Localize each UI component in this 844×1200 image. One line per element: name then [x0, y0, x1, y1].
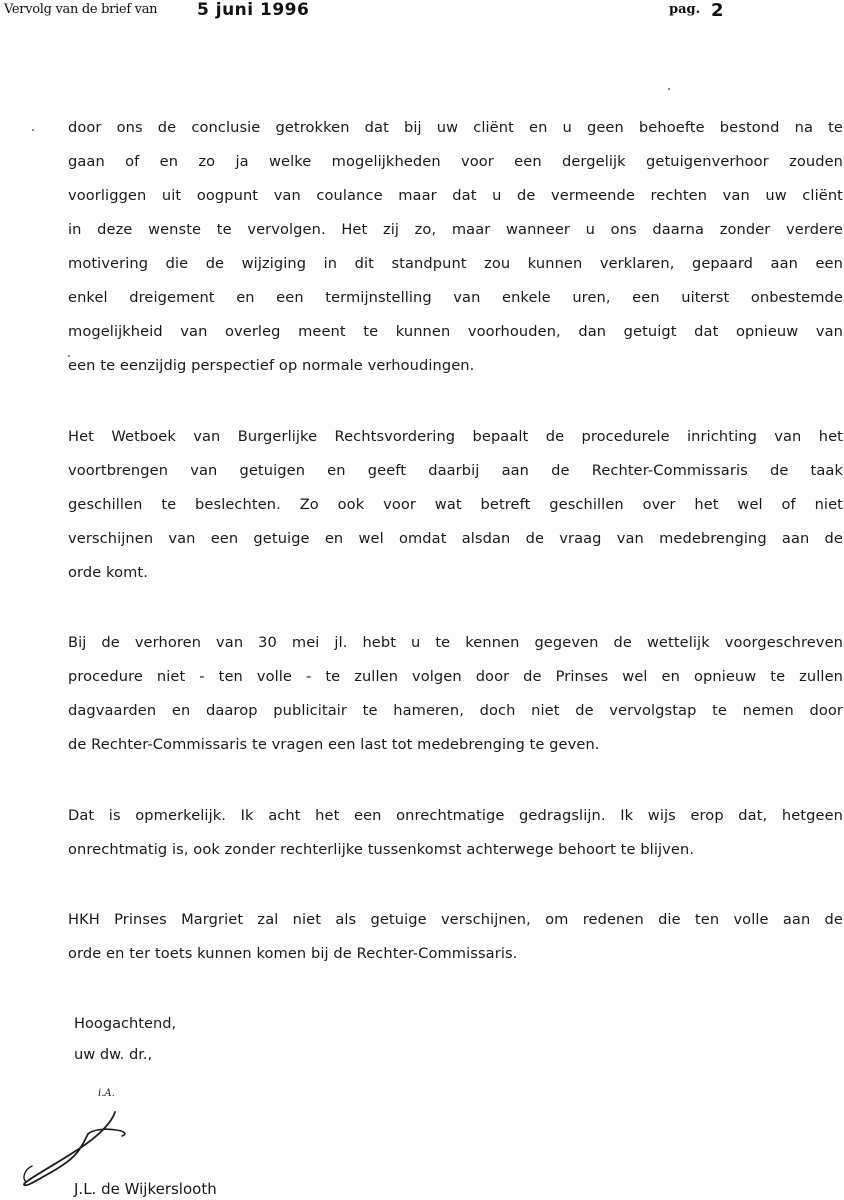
paragraph-line: procedure niet - ten volle - te zullen volgen door de Prinses wel en opnieuw te zullen: [68, 668, 843, 685]
paragraph-line: Het Wetboek van Burgerlijke Rechtsvordering bepaalt de procedurele inrichting van het: [68, 428, 843, 445]
paragraph-line: enkel dreigement en een termijnstelling van enkele uren, een uiterst onbestemde: [68, 289, 843, 306]
paragraph-line: motivering die de wijziging in dit standpunt zou kunnen verklaren, gepaard aan een: [68, 255, 843, 272]
signature-mark: i.A.: [98, 1088, 115, 1099]
paragraph-line: geschillen te beslechten. Zo ook voor wat betreft geschillen over het wel of niet: [68, 496, 843, 513]
continuation-label: Vervolg van de brief van: [4, 2, 158, 17]
paragraph-conclusion: [68, 111, 843, 383]
letter-date: 5 juni 1996: [197, 0, 310, 20]
page-label: pag.: [669, 2, 701, 17]
paragraph-line: gaan of en zo ja welke mogelijkheden voor een dergelijk getuigenverhoor zouden: [68, 153, 843, 170]
paragraph-opmerkelijk: [68, 799, 843, 867]
paragraph-line: HKH Prinses Margriet zal niet als getuige verschijnen, om redenen die ten volle aan de: [68, 911, 843, 928]
scan-speck: [668, 88, 670, 90]
handwritten-signature: [18, 1082, 158, 1187]
paragraph-line: in deze wenste te vervolgen. Het zij zo, maar wanneer u ons daarna zonder verdere: [68, 221, 843, 238]
scan-speck: [32, 129, 34, 131]
closing-signoff: uw dw. dr.,: [74, 1046, 153, 1063]
closing-salutation: Hoogachtend,: [74, 1015, 177, 1032]
paragraph-line: voorliggen uit oogpunt van coulance maar dat u de vermeende rechten van uw cliënt: [68, 187, 843, 204]
paragraph-prinses: [68, 903, 843, 971]
paragraph-line: dagvaarden en daarop publicitair te hameren, doch niet de vervolgstap te nemen door: [68, 702, 843, 719]
paragraph-line: de Rechter-Commissaris te vragen een last tot medebrenging te geven.: [68, 736, 600, 753]
signer-name: J.L. de Wijkerslooth: [74, 1180, 217, 1198]
signature-stroke: [88, 1129, 125, 1136]
closing-block: [74, 1008, 176, 1070]
paragraph-line: Dat is opmerkelijk. Ik acht het een onrechtmatige gedragslijn. Ik wijs erop dat, hetgeen: [68, 807, 843, 824]
paragraph-line: onrechtmatig is, ook zonder rechterlijke tussenkomst achterwege behoort te blijven.: [68, 841, 695, 858]
paragraph-line: orde en ter toets kunnen komen bij de Rechter-Commissaris.: [68, 945, 518, 962]
signature-stroke: [24, 1112, 115, 1185]
paragraph-line: mogelijkheid van overleg meent te kunnen voorhouden, dan getuigt dat opnieuw van: [68, 323, 843, 340]
paragraph-line: orde komt.: [68, 564, 148, 581]
paragraph-line: verschijnen van een getuige en wel omdat alsdan de vraag van medebrenging aan de: [68, 530, 843, 547]
page-number: 2: [711, 0, 724, 21]
paragraph-line: door ons de conclusie getrokken dat bij uw cliënt en u geen behoefte bestond na te: [68, 119, 843, 136]
paragraph-verhoren: [68, 626, 843, 762]
paragraph-wetboek: [68, 420, 843, 590]
paragraph-line: Bij de verhoren van 30 mei jl. hebt u te kennen gegeven de wettelijk voorgeschreven: [68, 634, 843, 651]
paragraph-line: een te eenzijdig perspectief op normale verhoudingen.: [68, 357, 475, 374]
paragraph-line: voortbrengen van getuigen en geeft daarbij aan de Rechter-Commissaris de taak: [68, 462, 843, 479]
